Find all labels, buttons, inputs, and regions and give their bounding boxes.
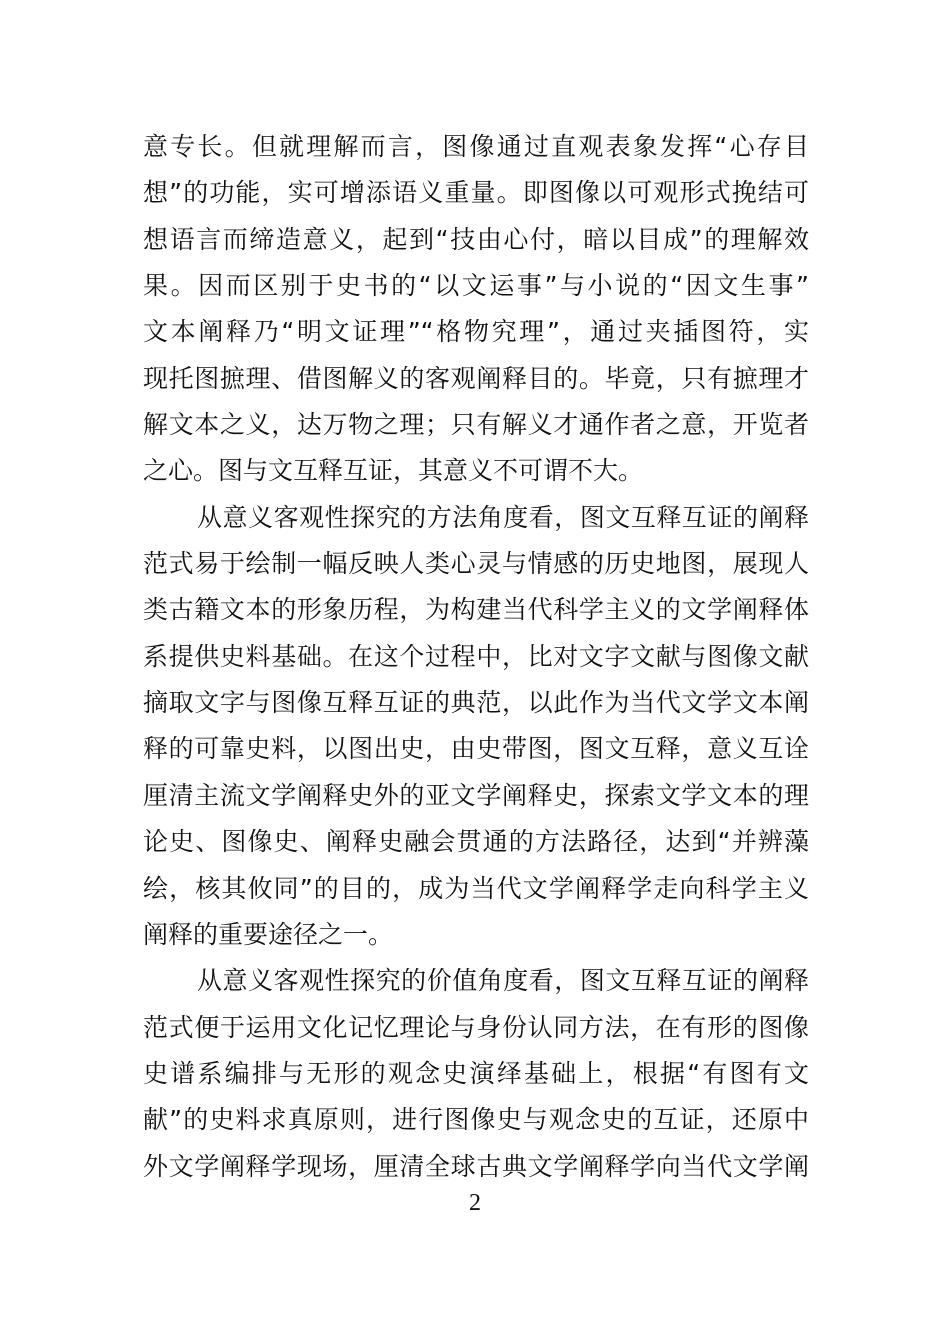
text-line: 摘取文字与图像互释互证的典范，以此作为当代文学文本阐 [143, 688, 809, 718]
text-line: 范式易于绘制一幅反映人类心灵与情感的历史地图，展现人 [143, 549, 809, 579]
paragraph-3 [143, 958, 809, 1190]
text-line: 释的可靠史料，以图出史，由史带图，图文互释，意义互诠 [143, 734, 809, 764]
text-line: 系提供史料基础。在这个过程中，比对文字文献与图像文献 [143, 641, 809, 671]
text-line: 外文学阐释学现场，厘清全球古典文学阐释学向当代文学阐 [143, 1151, 809, 1181]
paragraph-2 [143, 495, 809, 958]
document-body [143, 124, 809, 1190]
text-line: 文本阐释乃“明文证理”“格物究理”，通过夹插图符，实 [143, 317, 809, 347]
text-line: 从意义客观性探究的价值角度看，图文互释互证的阐释 [197, 966, 809, 996]
text-line: 绘，核其攸同”的目的，成为当代文学阐释学走向科学主义 [143, 873, 809, 903]
text-line: 之心。图与文互释互证，其意义不可谓不大。 [143, 456, 644, 486]
text-line: 献”的史料求真原则，进行图像史与观念史的互证，还原中 [143, 1105, 809, 1135]
text-line: 史谱系编排与无形的观念史演绎基础上，根据“有图有文 [143, 1058, 809, 1088]
page-number: 2 [469, 1190, 481, 1216]
text-line: 意专长。但就理解而言，图像通过直观表象发挥“心存目 [143, 132, 809, 161]
text-line: 范式便于运用文化记忆理论与身份认同方法，在有形的图像 [143, 1012, 809, 1042]
text-line: 想”的功能，实可增添语义重量。即图像以可观形式挽结可 [143, 178, 809, 208]
text-line: 从意义客观性探究的方法角度看，图文互释互证的阐释 [197, 502, 809, 532]
text-line: 果。因而区别于史书的“以文运事”与小说的“因文生事” [143, 271, 809, 301]
text-line: 论史、图像史、阐释史融会贯通的方法路径，达到“并辨藻 [143, 827, 809, 857]
text-line: 厘清主流文学阐释史外的亚文学阐释史，探索文学文本的理 [143, 780, 809, 810]
paragraph-1 [143, 124, 809, 495]
text-line: 想语言而缔造意义，起到“技由心付，暗以目成”的理解效 [143, 224, 809, 254]
text-line: 类古籍文本的形象历程，为构建当代科学主义的文学阐释体 [143, 595, 809, 625]
text-line: 阐释的重要途径之一。 [143, 919, 394, 949]
text-line: 解文本之义，达万物之理；只有解义才通作者之意，开览者 [143, 410, 809, 440]
text-line: 现托图摭理、借图解义的客观阐释目的。毕竟，只有摭理才 [143, 363, 809, 393]
